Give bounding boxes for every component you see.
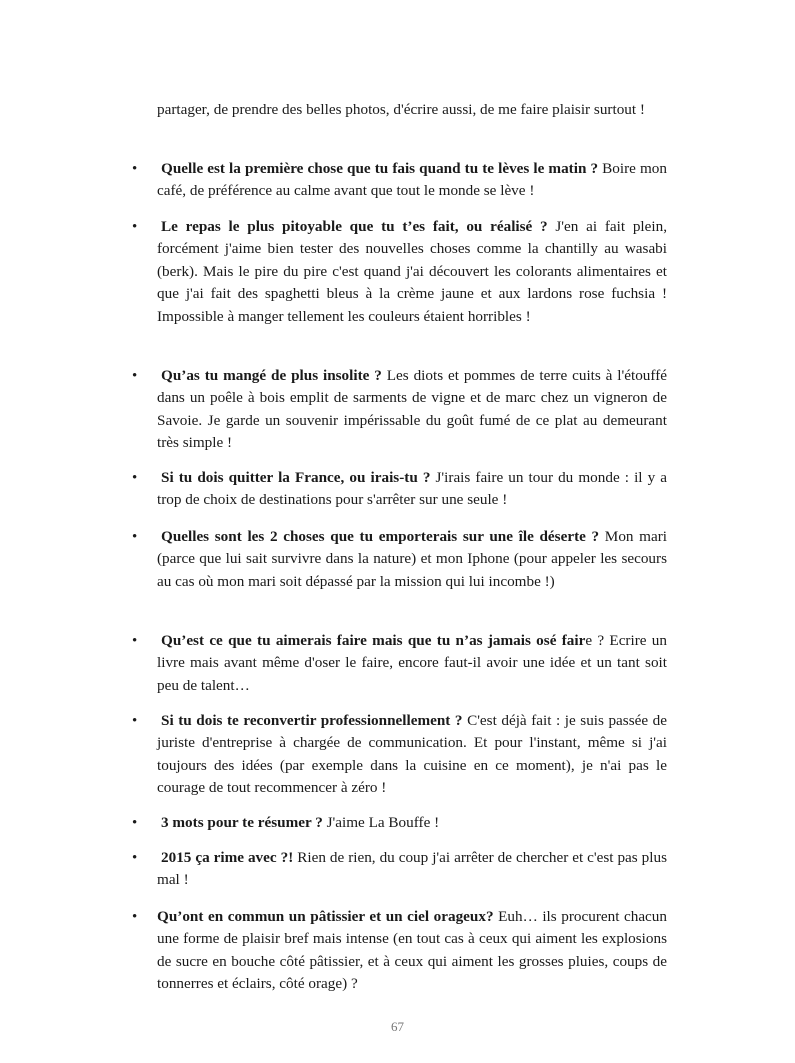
bullet-marker: •: [132, 633, 138, 649]
bullet-marker: •: [132, 161, 138, 177]
list-item: [132, 630, 667, 697]
bullet-marker: •: [132, 909, 138, 925]
answer-text: J'irais faire un tour du monde : il y a trop de choix de destinations pour s'arrêter sur une seule !: [157, 469, 667, 509]
list-item: [132, 216, 667, 328]
bullet-marker: •: [132, 219, 138, 235]
list-item: [132, 158, 667, 203]
question-text: Qu’est ce que tu aimerais faire mais que tu n’as jamais osé fair: [161, 632, 586, 649]
bullet-marker: •: [132, 815, 138, 831]
answer-text: Boire mon café, de préférence au calme avant que tout le monde se lève !: [157, 160, 667, 200]
list-item: [132, 365, 667, 455]
question-text: Qu’ont en commun un pâtissier et un ciel orageux?: [157, 908, 494, 925]
page-number: 67: [391, 1019, 404, 1034]
answer-text: Rien de rien, du coup j'ai arrêter de chercher et c'est pas plus mal !: [157, 849, 667, 889]
list-item: [132, 526, 668, 593]
list-item: [132, 906, 667, 996]
list-item: [132, 467, 667, 512]
bullet-marker: •: [132, 713, 138, 729]
answer-text: J'en ai fait plein, forcément j'aime bien tester des nouvelles choses comme la chantilly au wasabi (berk). Mais le pire du pire c'est quand j'ai découvert les colorants alimentaires et que j'ai fait des spaghetti bleus à la crème jaune et aux lardons rose fuchsia ! Impossible à manger tellement les couleurs étaient horribles !: [157, 218, 667, 325]
answer-text: Mon mari (parce que lui sait survivre dans la nature) et mon Iphone (pour appeler les secours au cas où mon mari soit dépassé par la mission qui lui incombe !): [157, 528, 668, 590]
question-text: Quelle est la première chose que tu fais quand tu te lèves le matin ?: [161, 160, 599, 177]
list-item: [132, 710, 667, 800]
bullet-marker: •: [132, 470, 138, 486]
list-item: [132, 847, 667, 892]
answer-text: Euh… ils procurent chacun une forme de plaisir bref mais intense (en tout cas à ceux qui aiment les explosions de sucre en bouche côté pâtissier, et à ceux qui aiment les grosses pluies, coups de tonnerres et éclairs, côté orage) ?: [157, 908, 667, 993]
bullet-marker: •: [132, 368, 138, 384]
question-text: Quelles sont les 2 choses que tu emporterais sur une île déserte ?: [161, 528, 600, 545]
answer-text: e ? Ecrire un livre mais avant même d'oser le faire, encore faut-il avoir une idée et un tant soit peu de talent…: [157, 632, 667, 694]
question-text: 3 mots pour te résumer ?: [161, 814, 323, 831]
question-text: Le repas le plus pitoyable que tu t’es fait, ou réalisé ?: [161, 218, 548, 235]
question-text: 2015 ça rime avec ?!: [161, 849, 294, 866]
question-text: Si tu dois te reconvertir professionnellement ?: [161, 712, 463, 729]
question-text: Si tu dois quitter la France, ou irais-tu ?: [161, 469, 431, 486]
bullet-marker: •: [132, 529, 138, 545]
question-text: Qu’as tu mangé de plus insolite ?: [161, 367, 382, 384]
answer-text: Les diots et pommes de terre cuits à l'étouffé dans un poêle à bois emplit de sarments de vigne et de marc chez un vigneron de Savoie. Je garde un souvenir impérissable du goût fumé de ce plat au demeurant très simple !: [157, 367, 667, 452]
answer-text: C'est déjà fait : je suis passée de juriste d'entreprise à chargée de communication. Et pour l'instant, même si j'ai toujours des idées (par exemple dans la cuisine en ce moment), je n'ai pas le courage de tout recommencer à zéro !: [157, 712, 667, 797]
answer-text: J'aime La Bouffe !: [322, 814, 440, 831]
continued-paragraph: partager, de prendre des belles photos, d'écrire aussi, de me faire plaisir surtout !: [157, 101, 645, 118]
list-item: [132, 812, 667, 834]
bullet-marker: •: [132, 850, 138, 866]
